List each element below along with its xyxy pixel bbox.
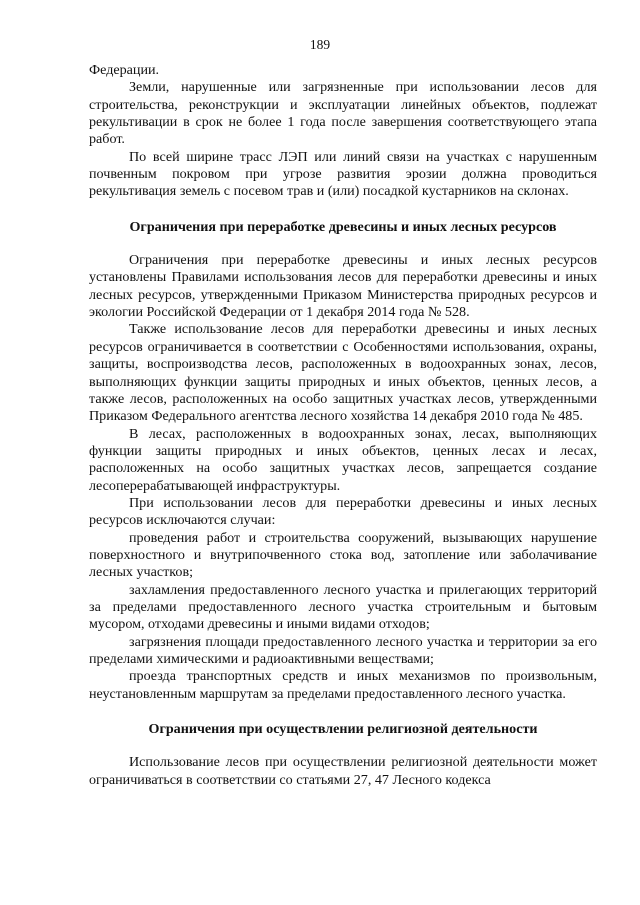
document-body xyxy=(89,62,597,789)
paragraph: захламления предоставленного лесного участка и прилегающих территорий за пределами предоставленного лесного участка строительным и бытовым мусором, отходами древесины и иными видами отходов; xyxy=(89,581,597,633)
page-number: 189 xyxy=(309,37,331,52)
paragraph: загрязнения площади предоставленного лесного участка и территории за его пределами химическими и радиоактивными веществами; xyxy=(89,633,597,667)
paragraph: Федерации. xyxy=(89,62,160,78)
paragraph: Земли, нарушенные или загрязненные при использовании лесов для строительства, реконструкции и эксплуатации линейных объектов, подлежат рекультивации в срок не более 1 года после завершения соответствующего этапа работ. xyxy=(89,79,597,148)
spacer xyxy=(89,201,597,219)
paragraph: Также использование лесов для переработки древесины и иных лесных ресурсов ограничивается в соответствии с Особенностями использования, охраны, защиты, воспроизводства лесов, расположенных в водоохранных зонах, лесов, выполняющих функции защиты природных и иных объектов, ценных лесов, а также лесов, расположенных на особо защитных участках лесов, утвержденными Приказом Федерального агентства лесного хозяйства 14 декабря 2010 года № 485. xyxy=(89,321,597,425)
paragraph: Использование лесов при осуществлении религиозной деятельности может ограничиваться в соответствии со статьями 27, 47 Лесного кодекса xyxy=(89,754,597,788)
paragraph: При использовании лесов для переработки древесины и иных лесных ресурсов исключаются случаи: xyxy=(89,494,597,529)
section-heading: Ограничения при осуществлении религиозной деятельности xyxy=(148,721,538,738)
spacer xyxy=(89,236,597,252)
section-heading: Ограничения при переработке древесины и иных лесных ресурсов xyxy=(129,218,557,235)
paragraph: проезда транспортных средств и иных механизмов по произвольным, неустановленным маршрутам за пределами предоставленного лесного участка. xyxy=(89,668,597,702)
spacer xyxy=(89,703,597,721)
paragraph: проведения работ и строительства сооружений, вызывающих нарушение поверхностного и внутрипочвенного стока вод, затопление или заболачивание лесных участков; xyxy=(89,529,597,581)
spacer xyxy=(89,738,597,754)
paragraph: Ограничения при переработке древесины и иных лесных ресурсов установлены Правилами использования лесов для переработки древесины и иных лесных ресурсов, утвержденными Приказом Министерства природных ресурсов и экологии Российской Федерации от 1 декабря 2014 года № 528. xyxy=(89,252,597,321)
paragraph: По всей ширине трасс ЛЭП или линий связи на участках с нарушенным почвенным покровом при угрозе развития эрозии должна проводиться рекультивация земель с посевом трав и (или) посадкой кустарников на склонах. xyxy=(89,148,597,200)
paragraph: В лесах, расположенных в водоохранных зонах, лесах, выполняющих функции защиты природных и иных объектов, ценных лесах и лесах, расположенных на особо защитных участках лесов, запрещается создание лесоперерабатывающей инфраструктуры. xyxy=(89,425,597,494)
